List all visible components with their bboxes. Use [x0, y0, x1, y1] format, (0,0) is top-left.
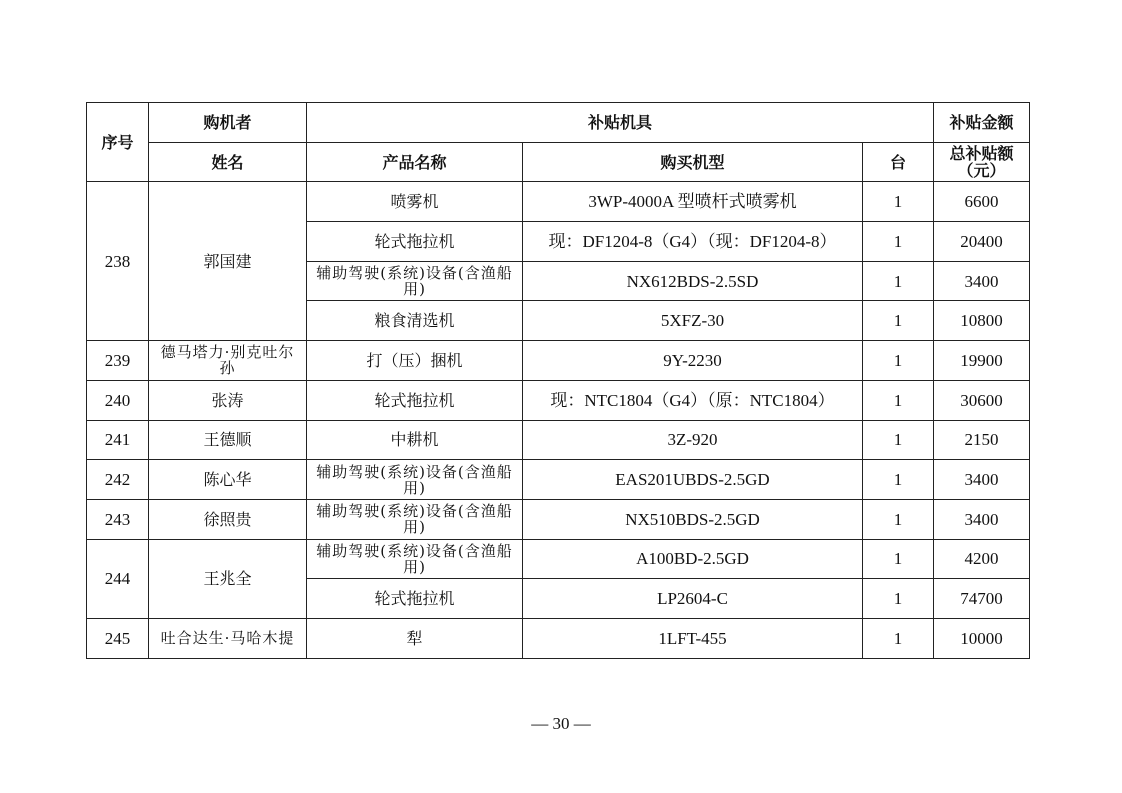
amount-cell: 30600 [934, 380, 1030, 420]
buyer-name-cell: 张涛 [149, 380, 307, 420]
seq-cell: 243 [87, 499, 149, 539]
header-name: 姓名 [149, 142, 307, 182]
product-name-cell: 辅助驾驶(系统)设备(含渔船用) [307, 539, 523, 579]
product-name-cell: 轮式拖拉机 [307, 579, 523, 619]
model-cell: A100BD-2.5GD [523, 539, 863, 579]
qty-cell: 1 [863, 579, 934, 619]
table-row [87, 182, 1030, 222]
model-cell: 现：NTC1804（G4）（原：NTC1804） [523, 380, 863, 420]
table-body [87, 103, 1030, 659]
amount-cell: 2150 [934, 420, 1030, 460]
qty-cell: 1 [863, 420, 934, 460]
buyer-name-cell: 吐合达生·马哈木提 [149, 618, 307, 658]
subsidy-table [86, 102, 1030, 659]
product-name-cell: 辅助驾驶(系统)设备(含渔船用) [307, 460, 523, 500]
qty-cell: 1 [863, 182, 934, 222]
amount-cell: 19900 [934, 341, 1030, 381]
qty-cell: 1 [863, 499, 934, 539]
table-row [87, 341, 1030, 381]
header-units: 台 [863, 142, 934, 182]
model-cell: 5XFZ-30 [523, 301, 863, 341]
header-total: 总补贴额（元） [934, 142, 1030, 182]
amount-cell: 74700 [934, 579, 1030, 619]
product-name-cell: 辅助驾驶(系统)设备(含渔船用) [307, 499, 523, 539]
buyer-name-cell: 徐照贵 [149, 499, 307, 539]
table-row [87, 618, 1030, 658]
buyer-name-cell: 德马塔力·别克吐尔孙 [149, 341, 307, 381]
qty-cell: 1 [863, 460, 934, 500]
model-cell: LP2604-C [523, 579, 863, 619]
model-cell: 1LFT-455 [523, 618, 863, 658]
seq-cell: 239 [87, 341, 149, 381]
header-product: 产品名称 [307, 142, 523, 182]
seq-cell: 242 [87, 460, 149, 500]
header-model: 购买机型 [523, 142, 863, 182]
seq-cell: 245 [87, 618, 149, 658]
amount-cell: 10000 [934, 618, 1030, 658]
qty-cell: 1 [863, 301, 934, 341]
buyer-name-cell: 郭国建 [149, 182, 307, 341]
qty-cell: 1 [863, 380, 934, 420]
product-name-cell: 轮式拖拉机 [307, 222, 523, 262]
buyer-name-cell: 王德顺 [149, 420, 307, 460]
model-cell: EAS201UBDS-2.5GD [523, 460, 863, 500]
seq-cell: 240 [87, 380, 149, 420]
table-row [87, 460, 1030, 500]
table-row [87, 499, 1030, 539]
amount-cell: 4200 [934, 539, 1030, 579]
model-cell: 3Z-920 [523, 420, 863, 460]
product-name-cell: 中耕机 [307, 420, 523, 460]
table-row [87, 380, 1030, 420]
product-name-cell: 喷雾机 [307, 182, 523, 222]
product-name-cell: 打（压）捆机 [307, 341, 523, 381]
header-equipment: 补贴机具 [307, 103, 934, 143]
product-name-cell: 犁 [307, 618, 523, 658]
header-buyer: 购机者 [149, 103, 307, 143]
qty-cell: 1 [863, 222, 934, 262]
product-name-cell: 粮食清选机 [307, 301, 523, 341]
table-row [87, 539, 1030, 579]
seq-cell: 238 [87, 182, 149, 341]
product-name-cell: 轮式拖拉机 [307, 380, 523, 420]
model-cell: 3WP-4000A 型喷杆式喷雾机 [523, 182, 863, 222]
model-cell: NX612BDS-2.5SD [523, 261, 863, 301]
product-name-cell: 辅助驾驶(系统)设备(含渔船用) [307, 261, 523, 301]
buyer-name-cell: 王兆全 [149, 539, 307, 618]
model-cell: 现：DF1204-8（G4）（现：DF1204-8） [523, 222, 863, 262]
amount-cell: 3400 [934, 261, 1030, 301]
buyer-name-cell: 陈心华 [149, 460, 307, 500]
amount-cell: 20400 [934, 222, 1030, 262]
amount-cell: 3400 [934, 499, 1030, 539]
qty-cell: 1 [863, 539, 934, 579]
seq-cell: 241 [87, 420, 149, 460]
header-row-1 [87, 103, 1030, 143]
page-number: — 30 — [531, 714, 591, 733]
amount-cell: 3400 [934, 460, 1030, 500]
model-cell: NX510BDS-2.5GD [523, 499, 863, 539]
qty-cell: 1 [863, 341, 934, 381]
header-seq: 序号 [87, 103, 149, 182]
qty-cell: 1 [863, 618, 934, 658]
header-row-2 [87, 142, 1030, 182]
qty-cell: 1 [863, 261, 934, 301]
amount-cell: 10800 [934, 301, 1030, 341]
header-amount: 补贴金额 [934, 103, 1030, 143]
model-cell: 9Y-2230 [523, 341, 863, 381]
amount-cell: 6600 [934, 182, 1030, 222]
table-row [87, 420, 1030, 460]
seq-cell: 244 [87, 539, 149, 618]
